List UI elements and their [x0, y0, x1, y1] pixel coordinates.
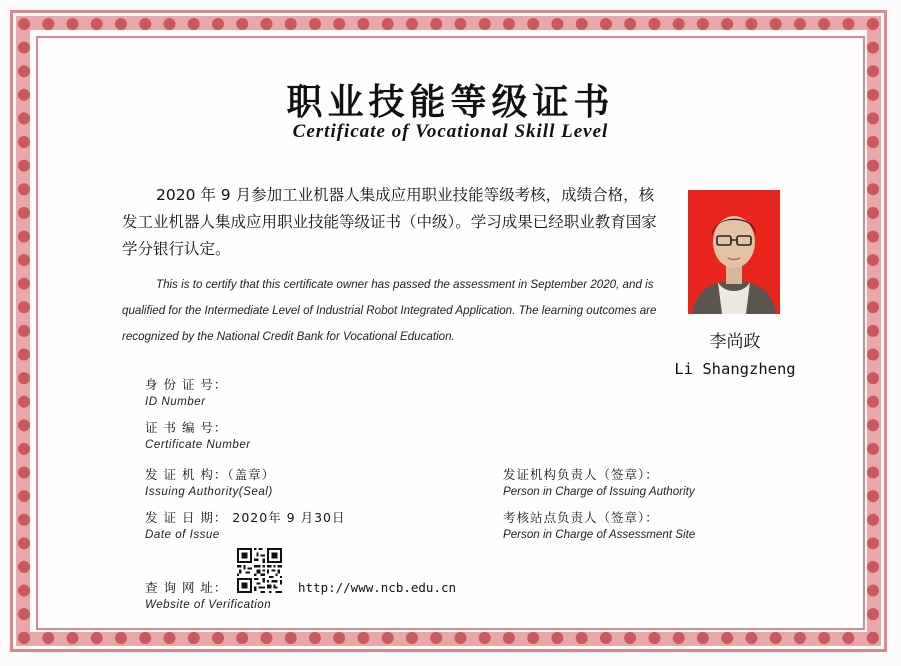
date-of-issue-label-cn: 发 证 日 期： 2020年 9 月30日	[145, 510, 346, 525]
site-person-label-en: Person in Charge of Assessment Site	[503, 528, 696, 541]
verification-website-label-en: Website of Verification	[145, 598, 272, 611]
site-person-label-cn: 考核站点负责人（签章）：	[503, 510, 659, 525]
holder-name-en: Li Shangzheng	[674, 360, 796, 378]
holder-name-cn: 李尚政	[709, 332, 761, 352]
id-number-label-cn: 身 份 证 号：	[145, 377, 228, 392]
certificate-number-label-cn: 证 书 编 号：	[145, 420, 228, 435]
certificate-number-label-en: Certificate Number	[145, 438, 251, 451]
certificate-body-en-text: This is to certify that this certificate owner has passed the assessment in September 2020, and is qualified for the Intermediate Level of Industrial Robot Integrated Application. The learning outcomes are recognized by the National Credit Bank for Vocational Education.	[122, 278, 657, 343]
verification-url[interactable]: http://www.ncb.edu.cn	[298, 580, 457, 595]
id-number-label-en: ID Number	[145, 395, 206, 408]
certificate-title-cn: 职业技能等级证书	[286, 82, 615, 123]
qr-code-icon	[237, 548, 282, 593]
issuing-authority-label-cn: 发 证 机 构：（盖章）	[145, 467, 276, 482]
holder-photo	[688, 190, 780, 314]
issuing-authority-label-en: Issuing Authority(Seal)	[145, 485, 273, 498]
certificate-body-cn	[122, 182, 667, 263]
certificate-body-en	[122, 272, 662, 350]
authority-person-label-cn: 发证机构负责人（签章）：	[503, 467, 659, 482]
verification-website-label-cn: 查 询 网 址：	[145, 580, 228, 595]
date-of-issue-label-en: Date of Issue	[145, 528, 220, 541]
certificate-title-en: Certificate of Vocational Skill Level	[292, 121, 609, 142]
certificate-body-cn-text: 2020 年 9 月参加工业机器人集成应用职业技能等级考核，成绩合格，核发工业机器人集成应用职业技能等级证书（中级）。学习成果已经职业教育国家学分银行认定。	[122, 186, 657, 258]
authority-person-label-en: Person in Charge of Issuing Authority	[503, 485, 695, 498]
